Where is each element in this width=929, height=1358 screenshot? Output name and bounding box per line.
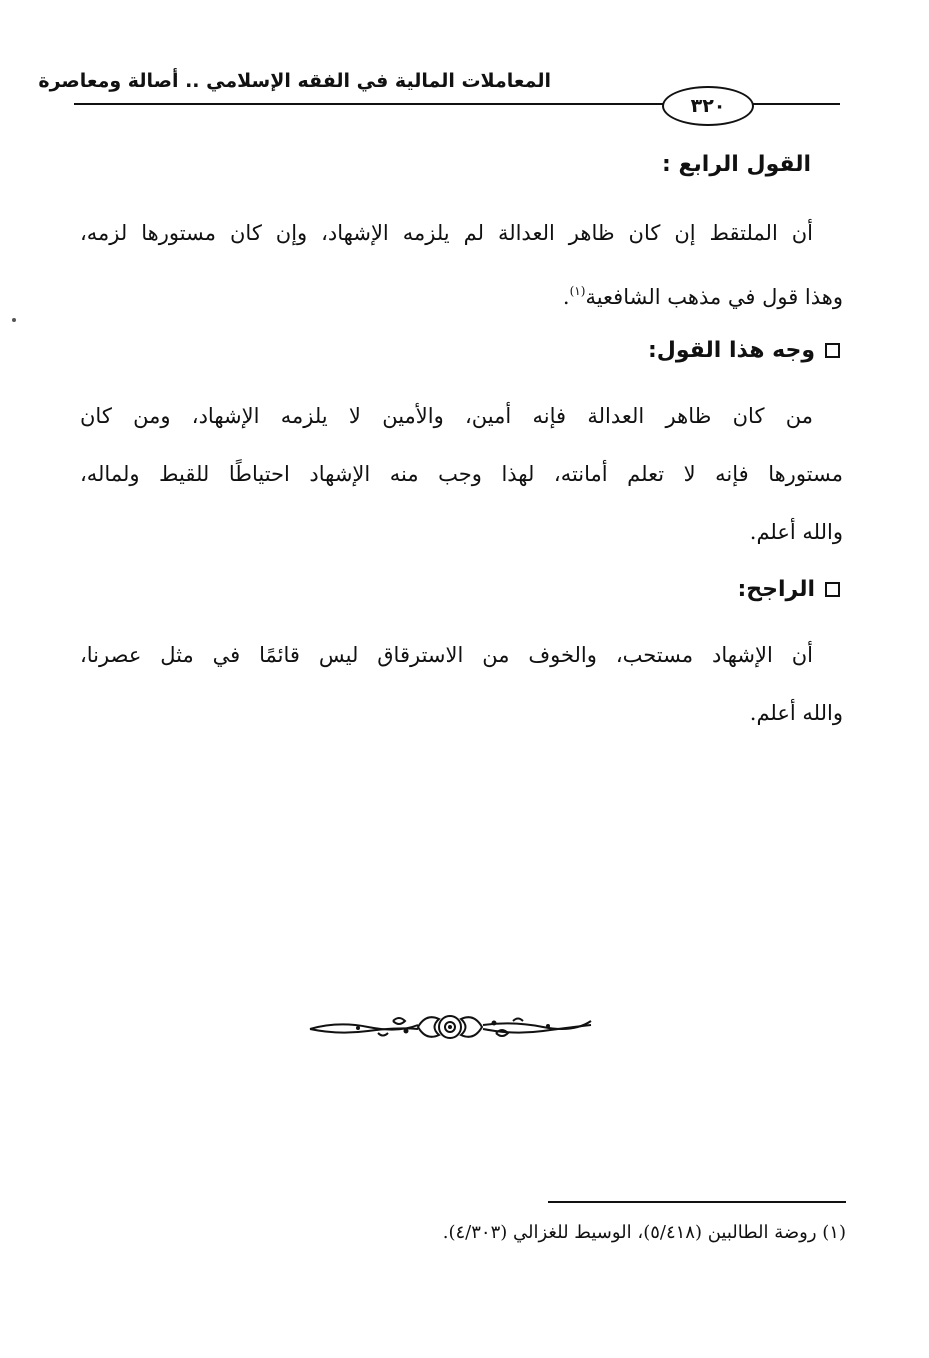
floral-ornament-icon: [308, 1007, 593, 1047]
paragraph-line: والله أعلم.: [749, 520, 843, 544]
footnote: (١) روضة الطالبين (٥/٤١٨)، الوسيط للغزالي (٤/٣٠٣).: [442, 1222, 846, 1243]
paragraph-preferred: [80, 626, 843, 742]
paragraph-line: والله أعلم.: [749, 701, 843, 725]
section-heading-text: الراجح:: [737, 577, 815, 602]
scan-speck: [12, 318, 16, 322]
page-number: ٣٢٠: [662, 86, 754, 126]
paragraph-line: من كان ظاهر العدالة فإنه أمين، والأمين لا يلزمه الإشهاد، ومن كان: [80, 404, 813, 428]
section-heading-fourth-opinion: القول الرابع :: [662, 152, 811, 177]
section-heading-text: وجه هذا القول:: [647, 338, 815, 363]
section-heading-preferred: [737, 577, 840, 602]
end-punctuation: .: [562, 285, 570, 309]
paragraph-line-text: وهذا قول في مذهب الشافعية: [585, 285, 843, 309]
paragraph-line: أن الإشهاد مستحب، والخوف من الاسترقاق ليس قائمًا في مثل عصرنا،: [80, 643, 813, 667]
paragraph-line: أن الملتقط إن كان ظاهر العدالة لم يلزمه الإشهاد، وإن كان مستورها لزمه،: [80, 221, 813, 245]
paragraph-line: [80, 262, 843, 320]
paragraph-line: مستورها فإنه لا تعلم أمانته، لهذا وجب منه الإشهاد احتياطًا للقيط ولماله،: [80, 462, 843, 486]
paragraph-fourth-opinion: [80, 204, 843, 320]
running-title: المعاملات المالية في الفقه الإسلامي .. أصالة ومعاصرة: [38, 70, 551, 92]
footnote-reference: (١): [569, 284, 586, 298]
checkbox-icon: [825, 343, 840, 358]
footnote-rule: [548, 1201, 846, 1203]
paragraph-rationale: [80, 387, 843, 561]
checkbox-icon: [825, 582, 840, 597]
section-heading-rationale: [648, 338, 840, 363]
